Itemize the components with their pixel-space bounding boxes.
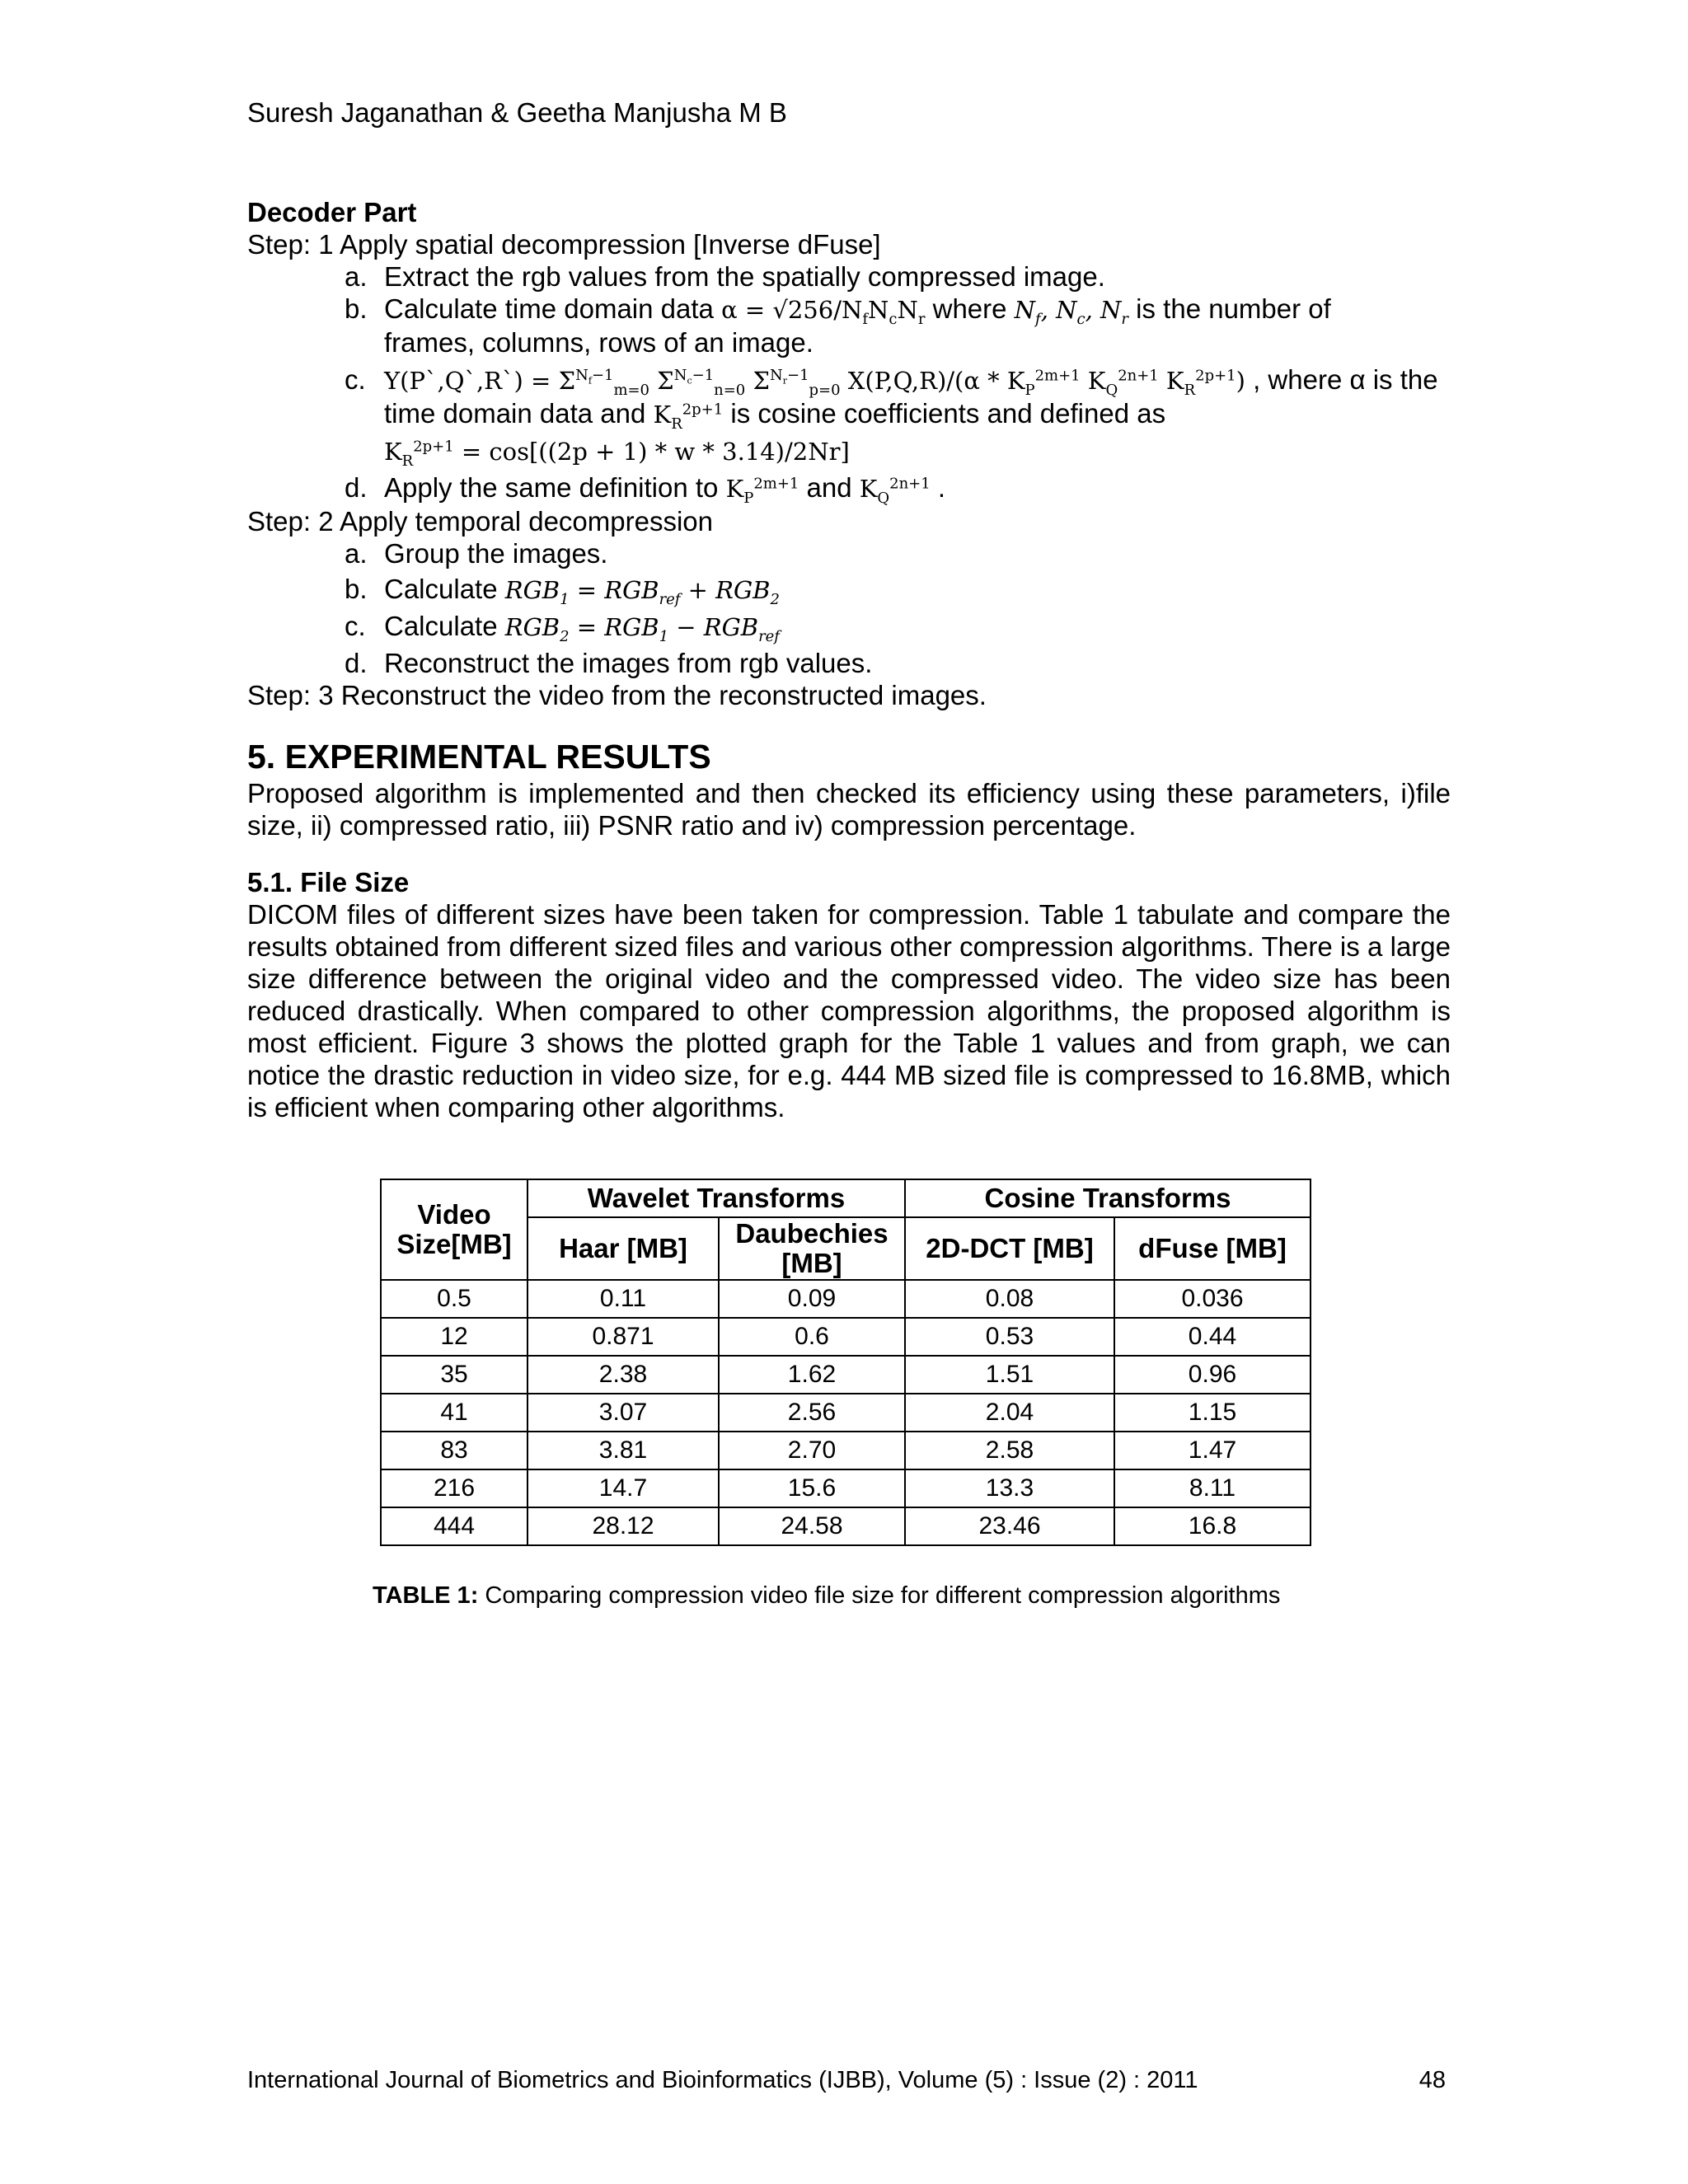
step1-text: Apply spatial decompression [Inverse dFuse] xyxy=(339,229,881,260)
table-caption xyxy=(373,1582,1280,1610)
table-caption-text: Comparing compression video file size for different compression algorithms xyxy=(478,1582,1281,1609)
file-size-paragraph: DICOM files of different sizes have been taken for compression. Table 1 tabulate and compare the results obtained from different sized files and various other compression algorithms. There is a large size difference between the original video and the compressed video. The video size has been reduced drastically. When compared to other compression algorithms, the proposed algorithm is most efficient. Figure 3 shows the plotted graph for the Table 1 values and from graph, we can notice the drastic reduction in video size, for e.g. 444 MB sized file is compressed to 16.8MB, which is efficient when comparing other algorithms. xyxy=(247,899,1451,1122)
table-row: 83 3.81 2.70 2.58 1.47 xyxy=(381,1432,1311,1469)
page-number: 48 xyxy=(1418,2067,1446,2093)
step1-item-b-cont: frames, columns, rows of an image. xyxy=(384,327,814,358)
step2 xyxy=(247,505,1451,537)
table-row: 35 2.38 1.62 1.51 0.96 xyxy=(381,1356,1311,1394)
step3-text: Reconstruct the video from the reconstructed images. xyxy=(340,680,987,710)
step2-item-a: a. Group the images. xyxy=(345,538,608,569)
table-row: 41 3.07 2.56 2.04 1.15 xyxy=(381,1394,1311,1432)
col-header-cosine: Cosine Transforms xyxy=(905,1179,1311,1217)
page-footer xyxy=(247,2067,1446,2094)
step1-item-b: b. Calculate time domain data $\alpha = √256/N_fN_cN_r$ where $N_f$, $N_c$, $N_r$ is the number of xyxy=(345,293,1331,328)
running-header: Suresh Jaganathan & Geetha Manjusha M B xyxy=(247,97,787,128)
col-header-daubechies: Daubechies [MB] xyxy=(719,1217,905,1280)
step1-item-c-cont: time domain data and $K_R^{2p+1}$ is cosine coefficients and defined as xyxy=(384,398,1166,433)
col-header-haar: Haar [MB] xyxy=(528,1217,719,1280)
step1-item-c: c. Y(P`,Q`,R`) = $\Sigma^{N_f-1}_{m=0}$ $\Sigma^{N_c-1}_{n=0}$ $\Sigma^{N_r-1}_{p=0}$ $X(P,Q,R)/(\alpha * K_P^{2m+1}$ $K_Q^{2n+1}$ $K_R^{2p+1}$) , where α is the xyxy=(345,364,1438,399)
rgb2-formula: $RGB_2 = RGB_1 - RGB_{ref}$ xyxy=(504,613,780,645)
step1-label: Step: 1 xyxy=(247,229,334,260)
step1-item-a: a. Extract the rgb values from the spatially compressed image. xyxy=(345,261,1105,292)
rgb1-formula: $RGB_1 = RGB_{ref} + RGB_2$ xyxy=(504,576,780,608)
inverse-transform-formula: Y(P`,Q`,R`) = $\Sigma^{N_f-1}_{m=0}$ $\Sigma^{N_c-1}_{n=0}$ $\Sigma^{N_r-1}_{p=0}$ $X(P,Q,R)/(\alpha * K_P^{2m+1}$ $K_Q^{2n+1}$ $K_R^{2p+1}$) xyxy=(384,367,1245,399)
step1-item-d: d. Apply the same definition to $K_P^{2m+1}$ and $K_Q^{2n+1}$ . xyxy=(345,472,945,507)
cosine-coefficient-definition: $K_R^{2p+1} = \cos[((2p + 1) * w * 3.14)/2Nr]$ xyxy=(384,438,850,470)
footer-journal: International Journal of Biometrics and Bioinformatics (IJBB), Volume (5) : Issue (2) : 2011 xyxy=(247,2067,1198,2093)
compression-table xyxy=(380,1179,1311,1546)
step3 xyxy=(247,679,1451,711)
table-row: 444 28.12 24.58 23.46 16.8 xyxy=(381,1507,1311,1545)
dimension-vars: $N_f$, $N_c$, $N_r$ xyxy=(1014,296,1128,328)
step2-item-d: d. Reconstruct the images from rgb values. xyxy=(345,648,873,678)
col-header-2d-dct: 2D-DCT [MB] xyxy=(905,1217,1114,1280)
table-caption-label: TABLE 1: xyxy=(373,1582,479,1609)
table-row: 12 0.871 0.6 0.53 0.44 xyxy=(381,1318,1311,1356)
table-row: 216 14.7 15.6 13.3 8.11 xyxy=(381,1469,1311,1507)
section5-intro: Proposed algorithm is implemented and then checked its efficiency using these parameters, i)file size, ii) compressed ratio, iii) PSNR ratio and iv) compression percentage. xyxy=(247,778,1451,841)
subsection-heading-file-size: 5.1. File Size xyxy=(247,867,410,898)
decoder-title: Decoder Part xyxy=(247,197,417,227)
step3-label: Step: 3 xyxy=(247,680,334,710)
step2-label: Step: 2 xyxy=(247,506,334,537)
section-heading-experimental-results: 5. EXPERIMENTAL RESULTS xyxy=(247,738,711,776)
step2-item-b: b. Calculate $RGB_1 = RGB_{ref} + RGB_2$ xyxy=(345,574,780,608)
table-row: 0.5 0.11 0.09 0.08 0.036 xyxy=(381,1280,1311,1318)
col-header-video-size: Video Size[MB] xyxy=(381,1179,528,1280)
col-header-dfuse: dFuse [MB] xyxy=(1114,1217,1311,1280)
step2-item-c: c. Calculate $RGB_2 = RGB_1 - RGB_{ref}$ xyxy=(345,611,780,645)
content-body xyxy=(247,196,1451,1123)
alpha-formula: $\alpha = √256/N_fN_cN_r$ xyxy=(721,296,926,328)
step1 xyxy=(247,228,1451,260)
col-header-wavelet: Wavelet Transforms xyxy=(528,1179,905,1217)
step2-text: Apply temporal decompression xyxy=(339,506,713,537)
